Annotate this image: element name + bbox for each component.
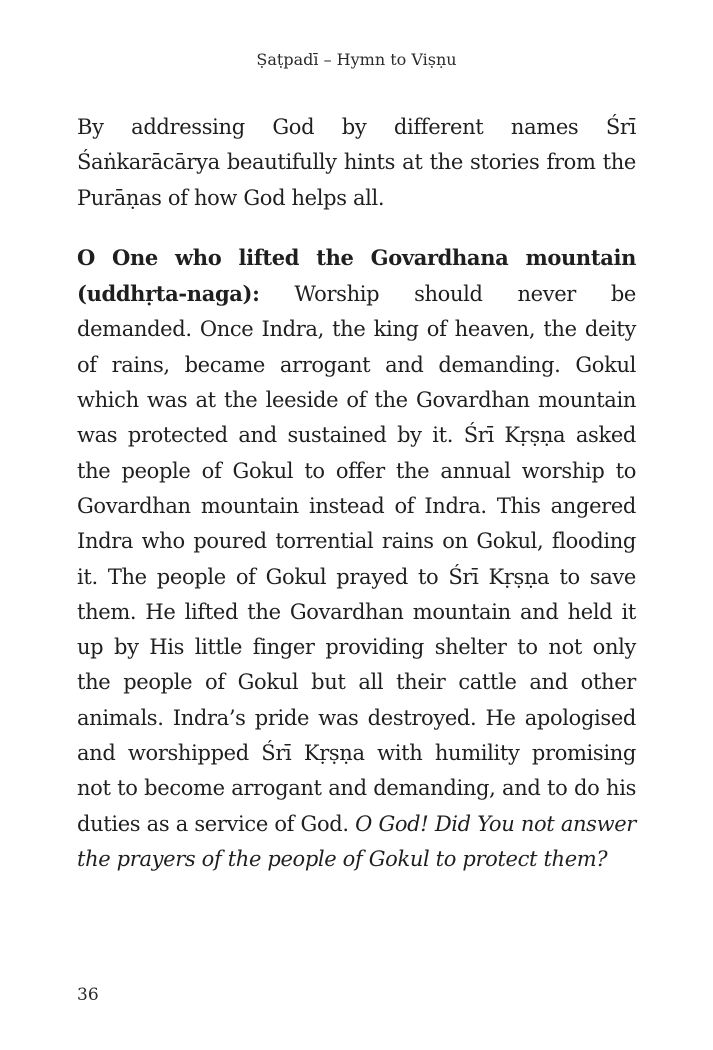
section-paragraph xyxy=(77,240,636,877)
page-number: 36 xyxy=(77,985,99,1005)
body-text xyxy=(77,110,636,877)
section-body: Worship should never be demanded. Once Indra, the king of heaven, the deity of rains, became arrogant and demanding. Gokul which was at the leeside of the Govardhan mountain was protected and sustained by it. Śrī Kṛṣṇa asked the people of Gokul to offer the annual worship to Govardhan mountain instead of Indra. This angered Indra who poured torrential rains on Gokul, flooding it. The people of Gokul prayed to Śrī Kṛṣṇa to save them. He lifted the Govardhan mountain and held it up by His little finger providing shelter to not only the people of Gokul but all their cattle and other animals. Indra’s pride was destroyed. He apologised and worshipped Śrī Kṛṣṇa with humility promising not to become arrogant and demanding, and to do his duties as a service of God. xyxy=(77,282,636,836)
intro-paragraph: By addressing God by different names Śrī Śaṅkarācārya beautifully hints at the stories from the Purāṇas of how God helps all. xyxy=(77,115,636,210)
running-header: Ṣaṭpadī – Hymn to Viṣṇu xyxy=(256,50,457,69)
section-closing-question: O God! Did You not answer the prayers of the people of Gokul to protect them? xyxy=(77,811,636,871)
section-heading: O One who lifted the Govardhana mountain (uddhṛta-naga): xyxy=(77,244,636,307)
